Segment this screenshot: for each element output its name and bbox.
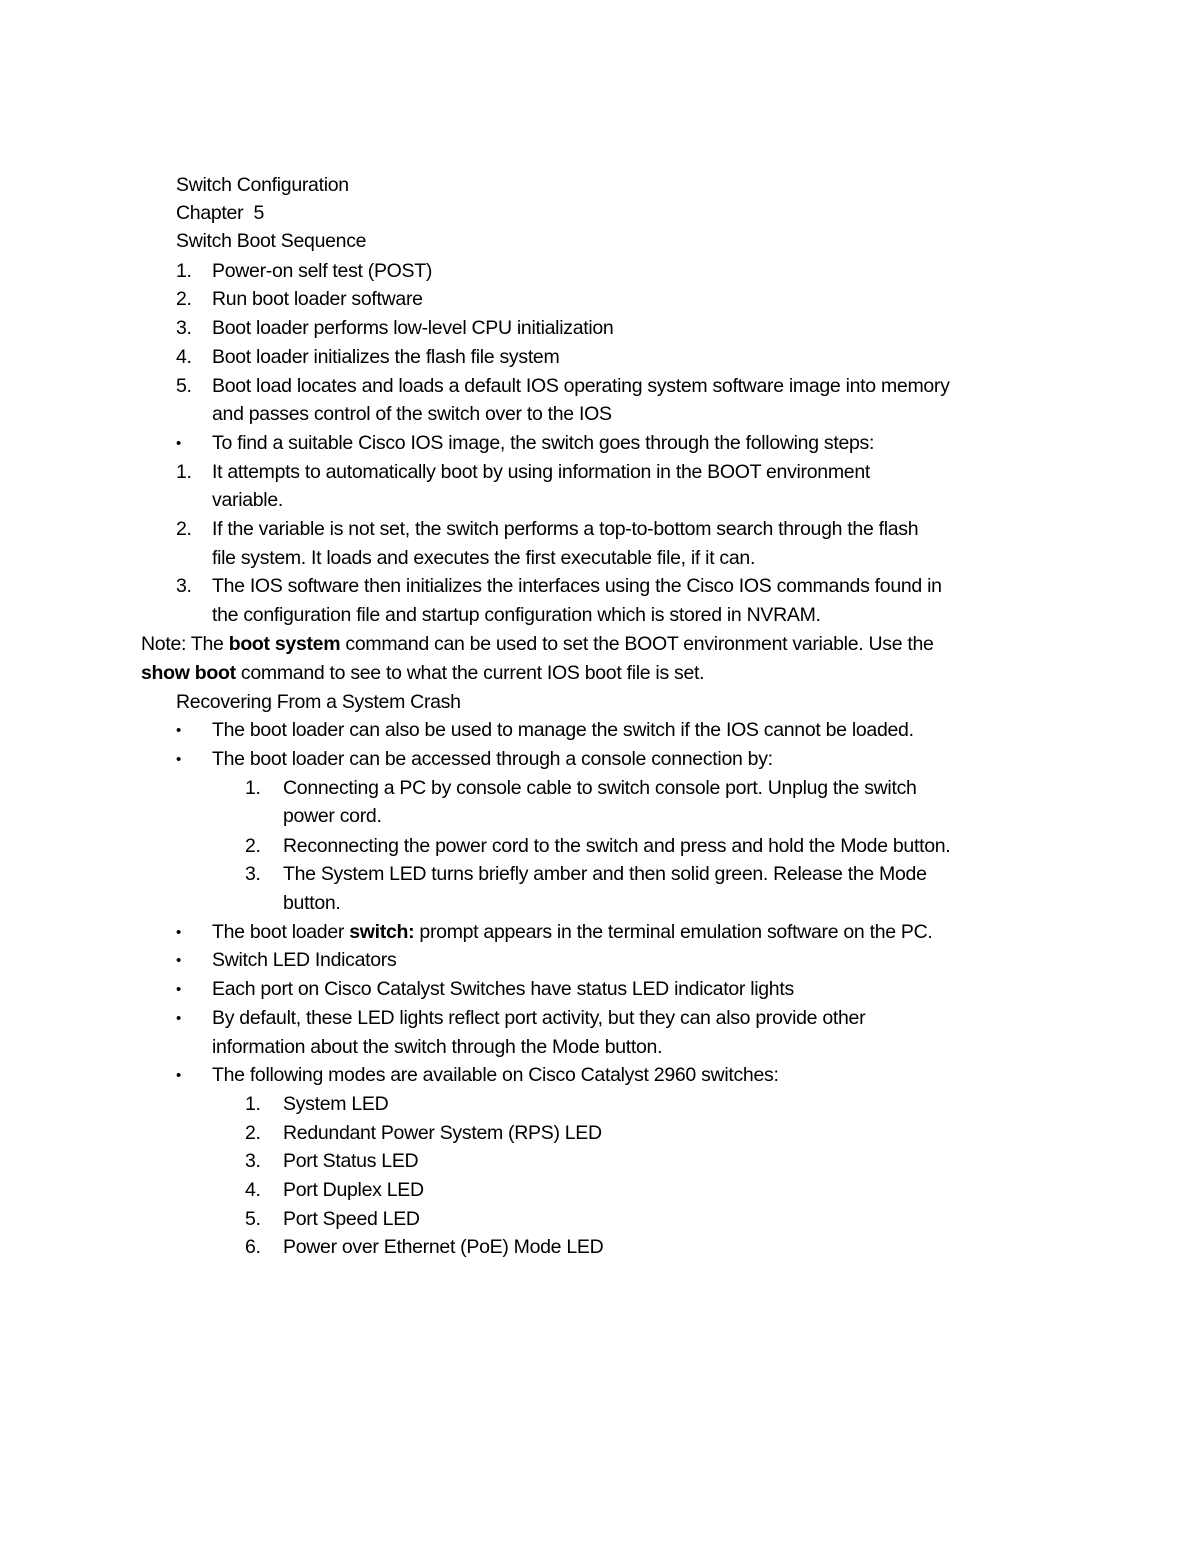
bullet-text: The boot loader can also be used to manage the switch if the IOS cannot be loaded. <box>212 719 914 741</box>
bullet-icon: • <box>176 435 181 452</box>
list-number: 3. <box>245 1150 261 1172</box>
list-item-continuation <box>0 544 1200 573</box>
bullet-item <box>0 1004 1200 1033</box>
list-item <box>0 1205 1200 1234</box>
bullet-text-part: prompt appears in the terminal emulation software on the PC. <box>414 921 933 943</box>
note-line <box>141 659 704 688</box>
section-heading-boot-sequence <box>0 227 1200 256</box>
list-text: Boot load locates and loads a default IOS operating system software image into memory <box>212 375 950 397</box>
note-text: Note: The <box>141 633 229 655</box>
command-boot-system: boot system <box>228 633 341 655</box>
list-text: Reconnecting the power cord to the switch and press and hold the Mode button. <box>283 835 951 857</box>
command-switch-prompt: switch: <box>349 921 415 943</box>
bullet-icon: • <box>176 952 181 969</box>
list-item <box>0 343 1200 372</box>
list-number: 2. <box>176 518 192 540</box>
list-item-continuation <box>0 601 1200 630</box>
list-item <box>0 314 1200 343</box>
document-title <box>0 171 1200 200</box>
list-text: the configuration file and startup configuration which is stored in NVRAM. <box>212 604 821 626</box>
section-text: Recovering From a System Crash <box>176 691 461 713</box>
list-text: Boot loader performs low-level CPU initialization <box>212 317 614 339</box>
note-text: command can be used to set the BOOT environment variable. Use the <box>340 633 934 655</box>
bullet-icon: • <box>176 981 181 998</box>
bullet-item <box>0 946 1200 975</box>
bullet-icon: • <box>176 924 181 941</box>
list-text: Run boot loader software <box>212 288 423 310</box>
list-number: 4. <box>245 1179 261 1201</box>
list-number: 2. <box>245 835 261 857</box>
list-number: 5. <box>245 1208 261 1230</box>
list-item <box>0 572 1200 601</box>
list-text: It attempts to automatically boot by using information in the BOOT environment <box>212 461 870 483</box>
note-text: command to see to what the current IOS boot file is set. <box>235 662 705 684</box>
list-number: 1. <box>245 1093 261 1115</box>
chapter-text: Chapter 5 <box>176 202 265 224</box>
list-item <box>0 285 1200 314</box>
bullet-icon: • <box>176 722 181 739</box>
list-number: 2. <box>176 288 192 310</box>
bullet-item <box>0 745 1200 774</box>
list-number: 3. <box>245 863 261 885</box>
list-number: 5. <box>176 375 192 397</box>
note-paragraph <box>0 630 1200 659</box>
list-text: The System LED turns briefly amber and then solid green. Release the Mode <box>283 863 927 885</box>
list-text: Connecting a PC by console cable to switch console port. Unplug the switch <box>283 777 917 799</box>
bullet-item <box>0 975 1200 1004</box>
list-item <box>0 860 1200 889</box>
list-item <box>0 1233 1200 1262</box>
list-item <box>0 1147 1200 1176</box>
list-item-continuation <box>0 802 1200 831</box>
list-text: Port Speed LED <box>283 1208 420 1230</box>
list-item <box>0 832 1200 861</box>
list-text: Port Status LED <box>283 1150 419 1172</box>
list-item <box>0 1119 1200 1148</box>
list-text: power cord. <box>283 805 382 827</box>
bullet-text: By default, these LED lights reflect port activity, but they can also provide other <box>212 1007 866 1029</box>
bullet-icon: • <box>176 751 181 768</box>
list-text: Power-on self test (POST) <box>212 260 433 282</box>
list-number: 1. <box>176 260 192 282</box>
bullet-icon: • <box>176 1067 181 1084</box>
bullet-item <box>0 1061 1200 1090</box>
list-number: 6. <box>245 1236 261 1258</box>
section-heading-recovery <box>0 688 1200 717</box>
list-item-continuation <box>0 889 1200 918</box>
list-item <box>0 372 1200 401</box>
bullet-text: Switch LED Indicators <box>212 949 397 971</box>
list-item <box>0 1176 1200 1205</box>
list-item <box>0 257 1200 286</box>
bullet-text: Each port on Cisco Catalyst Switches have status LED indicator lights <box>212 978 794 1000</box>
command-show-boot: show boot <box>141 662 236 684</box>
list-text: Power over Ethernet (PoE) Mode LED <box>283 1236 604 1258</box>
note-paragraph-continuation <box>0 659 1200 688</box>
list-text: button. <box>283 892 341 914</box>
section-text: Switch Boot Sequence <box>176 230 367 252</box>
bullet-text: information about the switch through the Mode button. <box>212 1036 663 1058</box>
list-number: 1. <box>176 461 192 483</box>
list-text: file system. It loads and executes the first executable file, if it can. <box>212 547 756 569</box>
list-number: 1. <box>245 777 261 799</box>
list-item <box>0 515 1200 544</box>
bullet-text-part: The boot loader <box>212 921 350 943</box>
bullet-text <box>212 918 933 947</box>
note-line <box>141 630 934 659</box>
list-text: Boot loader initializes the flash file system <box>212 346 560 368</box>
list-number: 4. <box>176 346 192 368</box>
list-item-continuation <box>0 486 1200 515</box>
list-text: and passes control of the switch over to the IOS <box>212 403 612 425</box>
list-text: If the variable is not set, the switch performs a top-to-bottom search through the flash <box>212 518 919 540</box>
list-text: Redundant Power System (RPS) LED <box>283 1122 602 1144</box>
list-text: variable. <box>212 489 284 511</box>
bullet-item-continuation <box>0 1033 1200 1062</box>
list-item <box>0 458 1200 487</box>
list-text: The IOS software then initializes the interfaces using the Cisco IOS commands found in <box>212 575 942 597</box>
list-text: Port Duplex LED <box>283 1179 424 1201</box>
bullet-text: To find a suitable Cisco IOS image, the switch goes through the following steps: <box>212 432 875 454</box>
list-item <box>0 1090 1200 1119</box>
bullet-item <box>0 918 1200 947</box>
bullet-item <box>0 716 1200 745</box>
list-item <box>0 774 1200 803</box>
bullet-text: The following modes are available on Cisco Catalyst 2960 switches: <box>212 1064 779 1086</box>
list-number: 2. <box>245 1122 261 1144</box>
bullet-icon: • <box>176 1010 181 1027</box>
list-text: System LED <box>283 1093 389 1115</box>
bullet-text: The boot loader can be accessed through a console connection by: <box>212 748 773 770</box>
list-item-continuation <box>0 400 1200 429</box>
title-text: Switch Configuration <box>176 174 349 196</box>
list-number: 3. <box>176 575 192 597</box>
list-number: 3. <box>176 317 192 339</box>
bullet-item <box>0 429 1200 458</box>
chapter-heading <box>0 199 1200 228</box>
